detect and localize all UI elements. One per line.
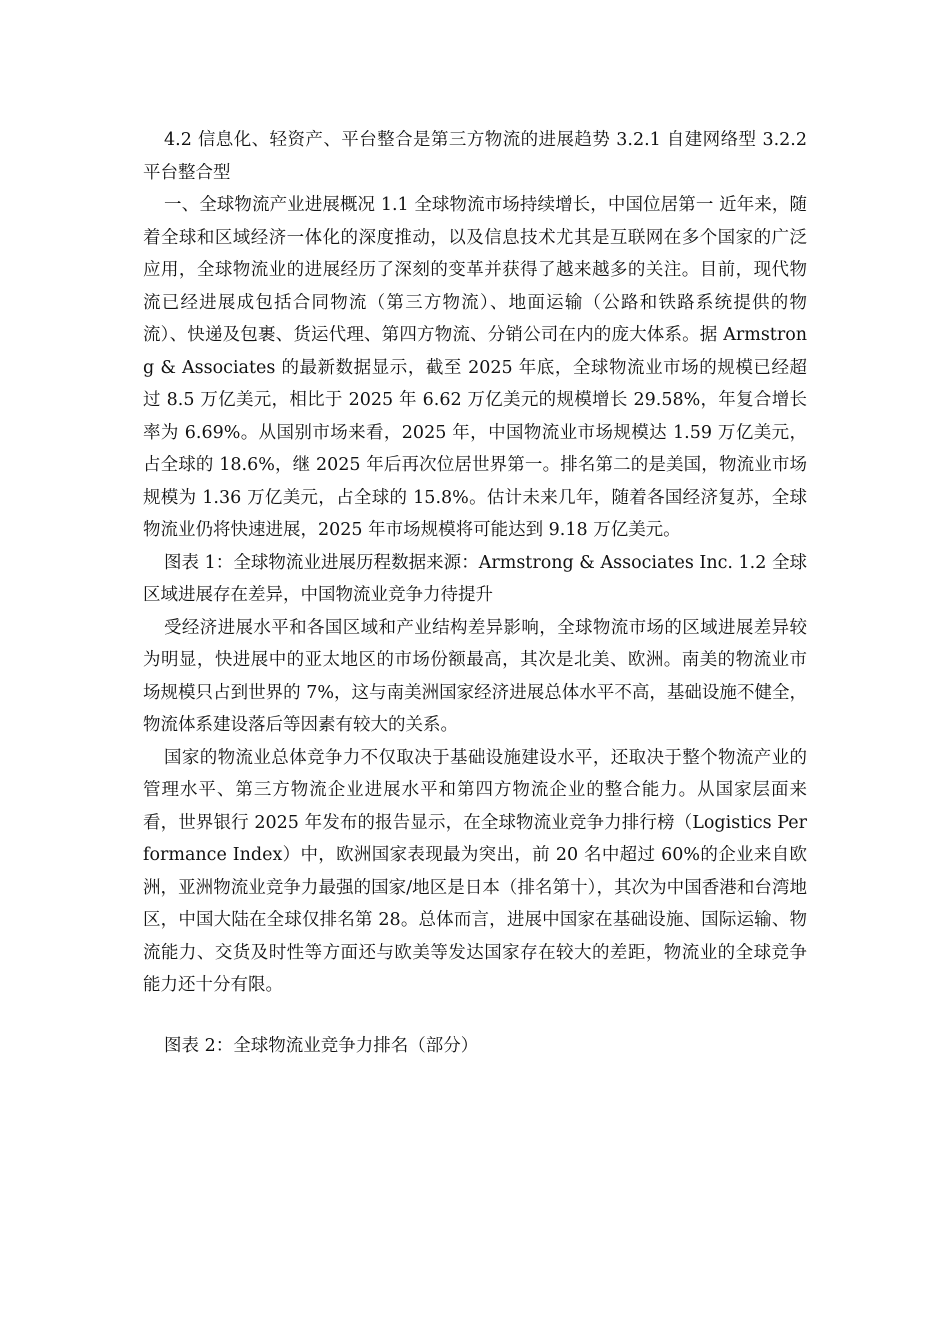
caption-figure-2: 图表 2：全球物流业竞争力排名（部分）	[164, 1035, 479, 1056]
caption-figure-1: 图表 1：全球物流业进展历程数据来源：Armstrong & Associates Inc. 1.2 全球区域进展存在差异，中国物流业竞争力待提升	[143, 552, 807, 605]
paragraph-regional-differences: 受经济进展水平和各国区域和产业结构差异影响，全球物流市场的区域进展差异较为明显，快进展中的亚太地区的市场份额最高，其次是北美、欧洲。南美的物流业市场规模只占到世界的 7%，这与南美洲国家经济进展总体水平不高，基础设施不健全，物流体系建设落后等因素有较大的关系。	[143, 617, 807, 735]
paragraph-trends: 4.2 信息化、轻资产、平台整合是第三方物流的进展趋势 3.2.1 自建网络型 3.2.2 平台整合型	[143, 130, 807, 183]
paragraph-global-market: 一、全球物流产业进展概况 1.1 全球物流市场持续增长，中国位居第一 近年来，随着全球和区域经济一体化的深度推动，以及信息技术尤其是互联网在多个国家的广泛应用，全球物流业的进展经历了深刻的变革并获得了越来越多的关注。目前，现代物流已经进展成包括合同物流（第三方物流）、地面运输（公路和铁路系统提供的物流）、快递及包裹、货运代理、第四方物流、分销公司在内的庞大体系。据 Armstrong & Associates 的最新数据显示，截至 2025 年底，全球物流业市场的规模已经超过 8.5 万亿美元，相比于 2025 年 6.62 万亿美元的规模增长 29.58%，年复合增长率为 6.69%。从国别市场来看，2025 年，中国物流业市场规模达 1.59 万亿美元，占全球的 18.6%，继 2025 年后再次位居世界第一。排名第二的是美国，物流业市场规模为 1.36 万亿美元，占全球的 15.8%。估计未来几年，随着各国经济复苏，全球物流业仍将快速进展，2025 年市场规模将可能达到 9.18 万亿美元。	[143, 195, 807, 540]
spacer	[143, 1002, 807, 1030]
paragraph-competitiveness: 国家的物流业总体竞争力不仅取决于基础设施建设水平，还取决于整个物流产业的管理水平、第三方物流企业进展水平和第四方物流企业的整合能力。从国家层面来看，世界银行 2025 年发布的报告显示，在全球物流业竞争力排行榜（Logistics Performance Index）中，欧洲国家表现最为突出，前 20 名中超过 60%的企业来自欧洲，亚洲物流业竞争力最强的国家/地区是日本（排名第十），其次为中国香港和台湾地区，中国大陆在全球仅排名第 28。总体而言，进展中国家在基础设施、国际运输、物流能力、交货及时性等方面还与欧美等发达国家存在较大的差距，物流业的全球竞争能力还十分有限。	[143, 747, 807, 995]
document-page	[143, 124, 807, 1062]
